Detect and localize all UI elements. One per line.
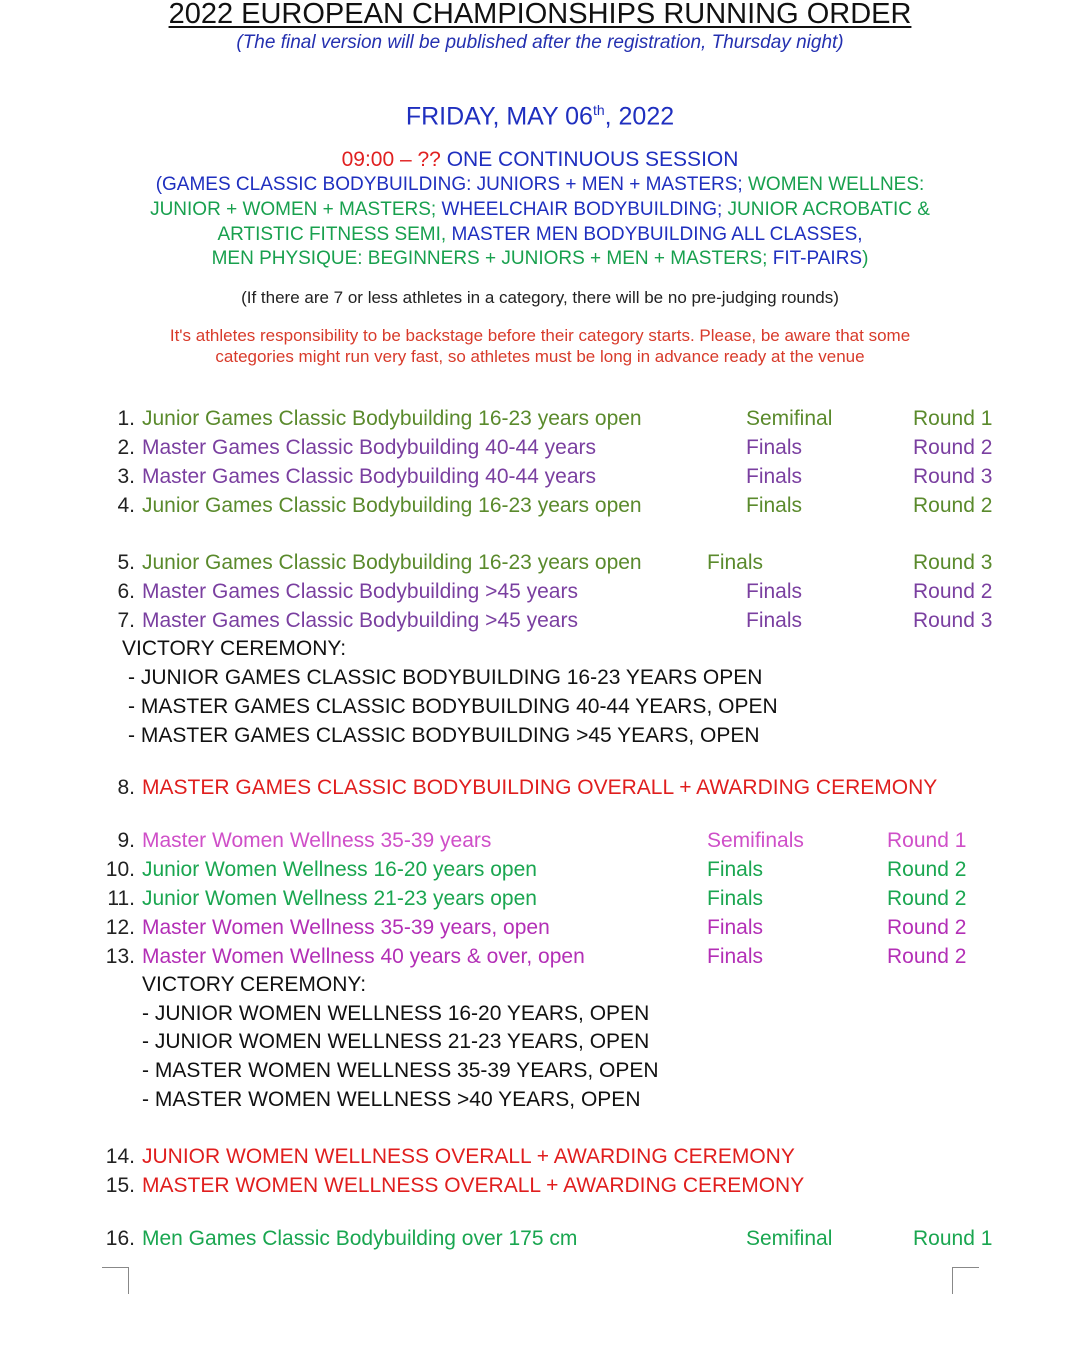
session-line5-b: FIT-PAIRS	[767, 248, 863, 269]
entry-round: Round 2	[913, 494, 993, 517]
entry-round: Round 3	[913, 551, 993, 574]
entry-number: 5.	[117, 551, 135, 574]
entry-stage: Finals	[707, 551, 764, 574]
session-line4-a: ARTISTIC FITNESS SEMI,	[217, 224, 447, 245]
day-suffix: th	[592, 102, 605, 118]
entry-number: 3.	[117, 465, 135, 488]
entry-round: Round 2	[913, 436, 993, 459]
entry-round: Round 3	[913, 609, 993, 632]
prejudging-note: (If there are 7 or less athletes in a category, there will be no pre-judging rounds)	[241, 288, 839, 307]
session-line2-a: (GAMES CLASSIC BODYBUILDING: JUNIORS + MEN + MASTERS;	[155, 174, 743, 195]
entry-round: Round 2	[887, 945, 967, 968]
warning-line-2: categories might run very fast, so athletes must be long in advance ready at the venue	[215, 347, 865, 366]
entry-name: Junior Women Wellness 16-20 years open	[142, 858, 537, 881]
entry-stage: Finals	[707, 916, 764, 939]
session-line3-b: WHEELCHAIR BODYBUILDING;	[436, 199, 723, 220]
entry-stage: Semifinal	[746, 407, 833, 430]
session-line5-a: MEN PHYSIQUE: BEGINNERS + JUNIORS + MEN + MASTERS;	[211, 248, 768, 269]
entry-stage: Finals	[746, 436, 803, 459]
entry-name: Junior Games Classic Bodybuilding 16-23 years open	[142, 407, 642, 430]
ceremony-item: - JUNIOR WOMEN WELLNESS 21-23 YEARS, OPEN	[142, 1030, 650, 1053]
day-heading	[0, 102, 1080, 131]
crop-mark-right	[952, 1267, 979, 1294]
entry-round: Round 2	[887, 916, 967, 939]
entry-stage: Semifinal	[746, 1227, 833, 1250]
entry-name: Men Games Classic Bodybuilding over 175 cm	[142, 1227, 578, 1250]
entry-round: Round 3	[913, 465, 993, 488]
session-name: ONE CONTINUOUS SESSION	[440, 148, 739, 171]
crop-mark-left	[102, 1267, 129, 1294]
session-line4-b: MASTER MEN BODYBUILDING ALL CLASSES,	[446, 224, 863, 245]
entry-name: Master Games Classic Bodybuilding 40-44 years	[142, 436, 597, 459]
entry-number: 11.	[107, 887, 135, 910]
entry-name: Master Women Wellness 35-39 years, open	[142, 916, 550, 939]
session-line3-c: JUNIOR ACROBATIC &	[722, 199, 930, 220]
entry-stage: Finals	[707, 858, 764, 881]
entry-stage: Finals	[707, 887, 764, 910]
entry-name: Junior Women Wellness 21-23 years open	[142, 887, 537, 910]
entry-name: Master Women Wellness 35-39 years	[142, 829, 492, 852]
ceremony-heading: VICTORY CEREMONY:	[122, 637, 347, 660]
session-line-4	[0, 224, 1080, 246]
entry-stage: Finals	[746, 494, 803, 517]
entry-number: 6.	[117, 580, 135, 603]
document-title	[0, 0, 1080, 31]
ceremony-item: - MASTER WOMEN WELLNESS >40 YEARS, OPEN	[142, 1088, 641, 1111]
entry-number: 9.	[117, 829, 135, 852]
session-time-line	[0, 148, 1080, 172]
entry-stage: Finals	[707, 945, 764, 968]
entry-name: JUNIOR WOMEN WELLNESS OVERALL + AWARDING CEREMONY	[142, 1145, 795, 1168]
entry-round: Round 1	[913, 407, 993, 430]
entry-name: MASTER GAMES CLASSIC BODYBUILDING OVERALL + AWARDING CEREMONY	[142, 776, 938, 799]
entry-number: 7.	[117, 609, 135, 632]
entry-name: Master Games Classic Bodybuilding 40-44 years	[142, 465, 597, 488]
ceremony-item: - MASTER GAMES CLASSIC BODYBUILDING >45 YEARS, OPEN	[128, 724, 760, 747]
document-title-text: 2022 EUROPEAN CHAMPIONSHIPS RUNNING ORDER	[168, 0, 912, 30]
entry-name: Junior Games Classic Bodybuilding 16-23 years open	[142, 494, 642, 517]
entry-stage: Finals	[746, 609, 803, 632]
entry-number: 15.	[105, 1174, 135, 1197]
entry-stage: Finals	[746, 580, 803, 603]
session-line-2	[0, 174, 1080, 196]
warning-line-1: It's athletes responsibility to be backstage before their category starts. Please, be aware that some	[169, 326, 911, 345]
session-line3-a: JUNIOR + WOMEN + MASTERS;	[150, 199, 437, 220]
day-year: , 2022	[604, 102, 675, 131]
session-line-3	[0, 199, 1080, 221]
entry-round: Round 2	[887, 858, 967, 881]
session-line-5	[0, 248, 1080, 270]
entry-number: 13.	[105, 945, 135, 968]
ceremony-item: - MASTER GAMES CLASSIC BODYBUILDING 40-44 YEARS, OPEN	[128, 695, 778, 718]
entry-number: 4.	[117, 494, 135, 517]
entry-name: Junior Games Classic Bodybuilding 16-23 years open	[142, 551, 642, 574]
entry-number: 8.	[117, 776, 135, 799]
document-subtitle: (The final version will be published after the registration, Thursday night)	[236, 32, 844, 53]
entry-round: Round 1	[913, 1227, 993, 1250]
session-line2-b: WOMEN WELLNES:	[742, 174, 925, 195]
entry-number: 1.	[117, 407, 135, 430]
ceremony-heading: VICTORY CEREMONY:	[142, 973, 367, 996]
entry-name: Master Games Classic Bodybuilding >45 years	[142, 580, 578, 603]
entry-round: Round 2	[887, 887, 967, 910]
entry-number: 2.	[117, 436, 135, 459]
entry-name: Master Women Wellness 40 years & over, open	[142, 945, 585, 968]
entry-stage: Semifinals	[707, 829, 804, 852]
entry-stage: Finals	[746, 465, 803, 488]
entry-name: MASTER WOMEN WELLNESS OVERALL + AWARDING CEREMONY	[142, 1174, 805, 1197]
ceremony-item: - JUNIOR WOMEN WELLNESS 16-20 YEARS, OPEN	[142, 1002, 650, 1025]
session-line5-c: )	[862, 248, 869, 269]
entry-round: Round 1	[887, 829, 967, 852]
entry-number: 10.	[105, 858, 135, 881]
entry-number: 16.	[105, 1227, 135, 1250]
entry-number: 12.	[105, 916, 135, 939]
entry-number: 14.	[105, 1145, 135, 1168]
entry-name: Master Games Classic Bodybuilding >45 years	[142, 609, 578, 632]
session-time: 09:00 – ??	[341, 148, 441, 171]
entry-round: Round 2	[913, 580, 993, 603]
ceremony-item: - JUNIOR GAMES CLASSIC BODYBUILDING 16-23 YEARS OPEN	[128, 666, 763, 689]
day-label: FRIDAY, MAY 06	[405, 102, 593, 131]
ceremony-item: - MASTER WOMEN WELLNESS 35-39 YEARS, OPEN	[142, 1059, 659, 1082]
